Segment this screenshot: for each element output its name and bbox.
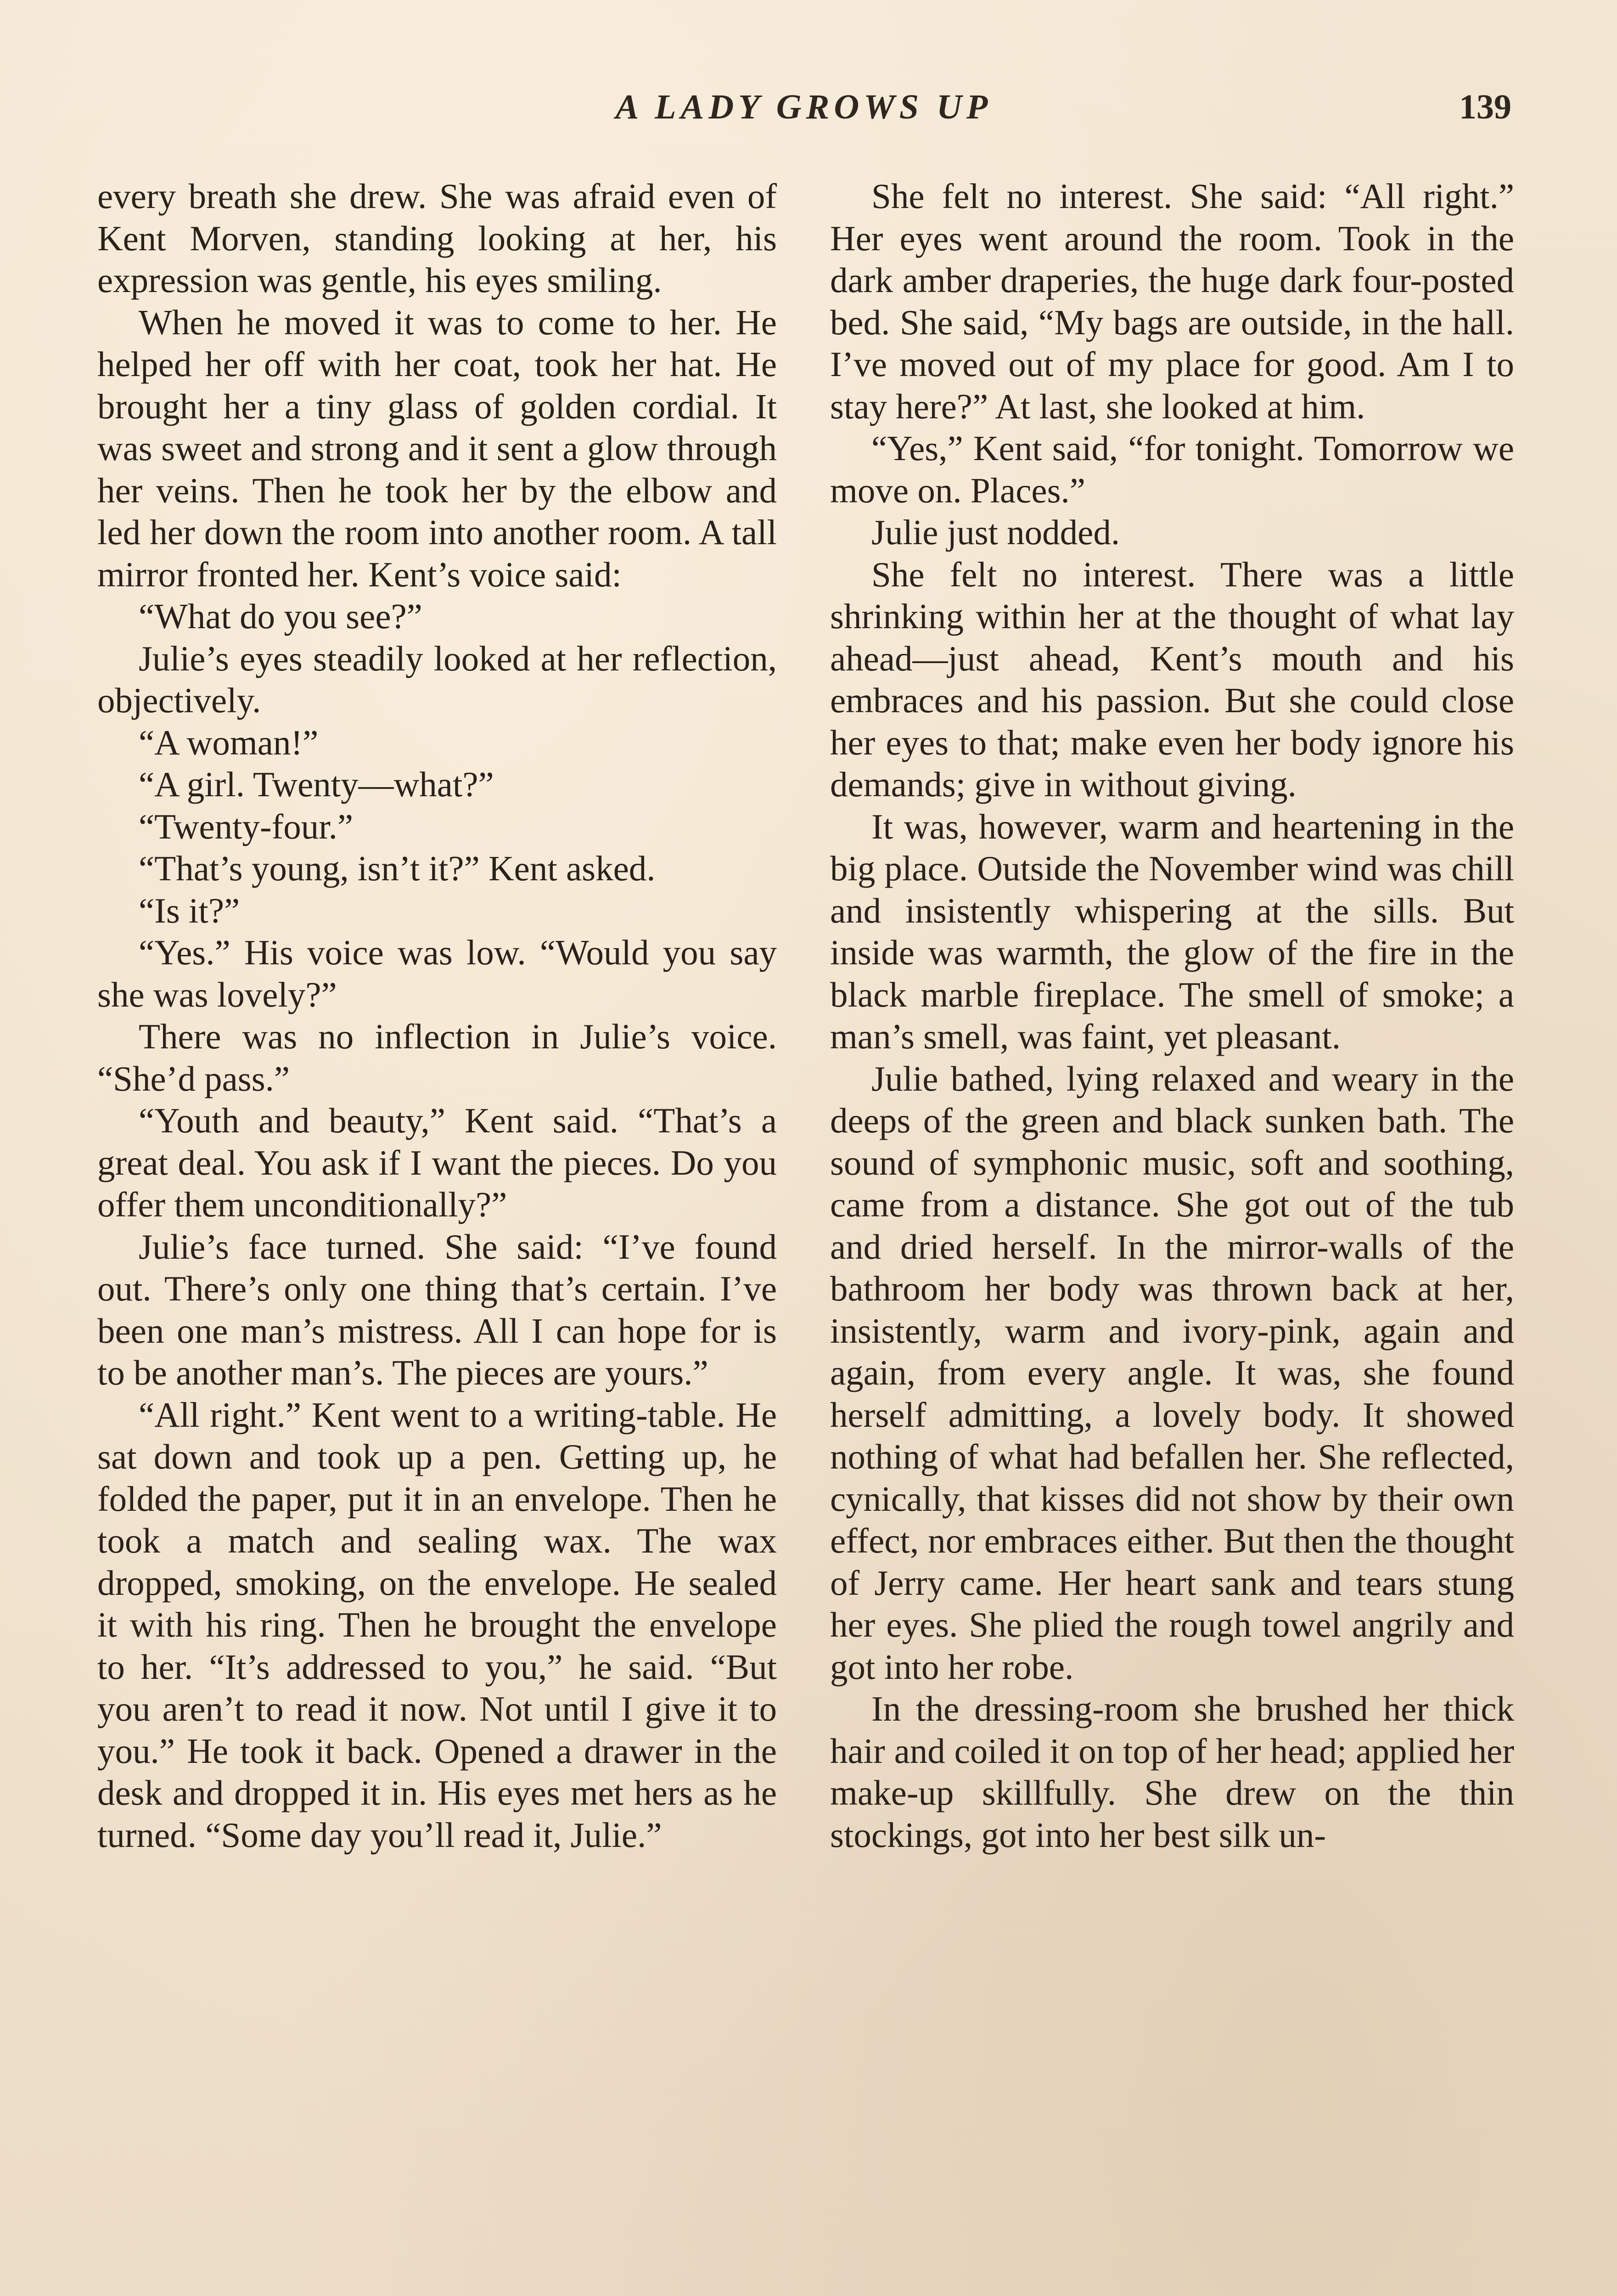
paragraph: There was no inflection in Julie’s voice. “She’d pass.” bbox=[97, 1017, 777, 1098]
paragraph: When he moved it was to come to her. He helped her off with her coat, took her hat. He brought her a tiny glass of golden cordial. It was sweet and strong and it sent a glow through her veins. Then he took her by the elbow and led her down the room into another room. A tall mirror fronted her. Kent’s voice said: bbox=[97, 302, 777, 594]
left-text-column bbox=[97, 175, 777, 1856]
paragraph: “Twenty-four.” bbox=[139, 806, 354, 846]
paragraph: “What do you see?” bbox=[139, 597, 422, 636]
paragraph: “A girl. Twenty—what?” bbox=[139, 765, 494, 804]
paragraph: She felt no interest. She said: “All right.” Her eyes went around the room. Took in the dark amber draperies, the huge dark four-posted bed. She said, “My bags are outside, in the hall. I’ve moved out of my place for good. Am I to stay here?” At last, she looked at him. bbox=[830, 176, 1514, 426]
paragraph: Julie’s eyes steadily looked at her reflection, objectively. bbox=[97, 638, 777, 720]
right-text-column bbox=[830, 175, 1514, 1856]
paragraph: Julie bathed, lying relaxed and weary in the deeps of the green and black sunken bath. The sound of symphonic music, soft and soothing, came from a distance. She got out of the tub and dried herself. In the mirror-walls of the bathroom her body was thrown back at her, insistently, warm and ivory-pink, again and again, from every angle. It was, she found herself admitting, a lovely body. It showed nothing of what had befallen her. She reflected, cynically, that kisses did not show by their own effect, nor embraces either. But then the thought of Jerry came. Her heart sank and tears stung her eyes. She plied the rough towel angrily and got into her robe. bbox=[830, 1058, 1514, 1687]
paragraph: Julie just nodded. bbox=[871, 512, 1120, 552]
paragraph: She felt no interest. There was a little shrinking within her at the thought of what lay ahead—just ahead, Kent’s mouth and his embraces and his passion. But she could close her eyes to that; make even her body ignore his demands; give in without giving. bbox=[830, 554, 1514, 804]
page-header bbox=[96, 87, 1511, 138]
paragraph: “All right.” Kent went to a writing-table. He sat down and took up a pen. Getting up, he folded the paper, put it in an envelope. Then he took a match and sealing wax. The wax dropped, smoking, on the envelope. He sealed it with his ring. Then he brought the envelope to her. “It’s addressed to you,” he said. “But you aren’t to read it now. Not until I give it to you.” He took it back. Opened a drawer in the desk and dropped it in. His eyes met hers as he turned. “Some day you’ll read it, Julie.” bbox=[97, 1395, 777, 1855]
running-title: A LADY GROWS UP bbox=[615, 88, 993, 126]
paragraph: “That’s young, isn’t it?” Kent asked. bbox=[139, 849, 656, 888]
paragraph: “Yes,” Kent said, “for tonight. Tomorrow we move on. Places.” bbox=[830, 428, 1514, 510]
paragraph: It was, however, warm and heartening in the big place. Outside the November wind was chill and insistently whispering at the sills. But inside was warmth, the glow of the fire in the black marble fireplace. The smell of smoke; a man’s smell, was faint, yet pleasant. bbox=[830, 806, 1514, 1056]
paragraph: “Yes.” His voice was low. “Would you say she was lovely?” bbox=[97, 933, 777, 1014]
paragraph: “Is it?” bbox=[139, 890, 240, 930]
page-number: 139 bbox=[1459, 88, 1511, 126]
paragraph: In the dressing-room she brushed her thick hair and coiled it on top of her head; applied her make-up skillfully. She drew on the thin stockings, got into her best silk un- bbox=[830, 1689, 1514, 1855]
paragraph: “Youth and beauty,” Kent said. “That’s a great deal. You ask if I want the pieces. Do you offer them unconditionally?” bbox=[97, 1101, 777, 1224]
paragraph: “A woman!” bbox=[139, 722, 319, 762]
paragraph: Julie’s face turned. She said: “I’ve found out. There’s only one thing that’s certain. I’ve been one man’s mistress. All I can hope for is to be another man’s. The pieces are yours.” bbox=[97, 1227, 777, 1392]
paragraph: every breath she drew. She was afraid even of Kent Morven, standing looking at her, his expression was gentle, his eyes smiling. bbox=[97, 176, 777, 300]
